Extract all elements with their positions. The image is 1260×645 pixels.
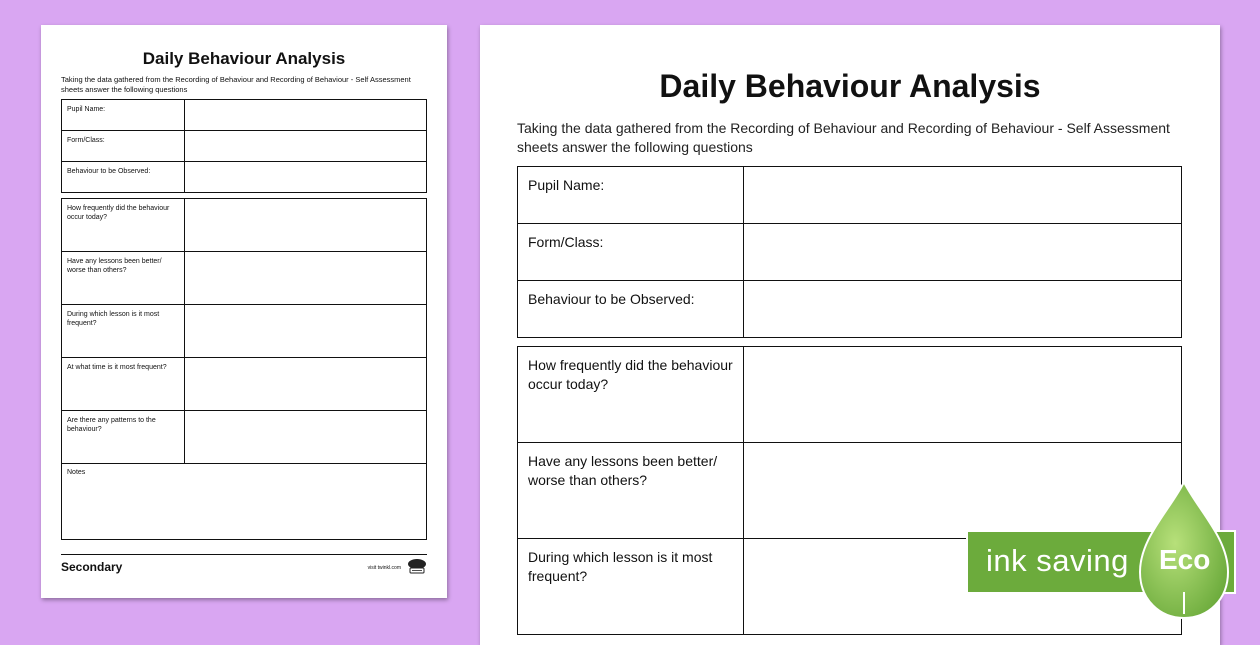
details-table xyxy=(517,166,1182,338)
preview-sheet-small xyxy=(41,25,447,598)
page-footer xyxy=(61,554,427,579)
row-label: Behaviour to be Observed: xyxy=(518,281,744,338)
row-label: Form/Class: xyxy=(62,131,185,162)
answer-cell xyxy=(185,305,427,358)
table-row xyxy=(62,199,427,252)
footer-url: visit twinkl.com xyxy=(367,565,401,571)
question-label: During which lesson is it most frequent? xyxy=(62,305,185,358)
answer-cell xyxy=(185,100,427,131)
intro-text: Taking the data gathered from the Recording of Behaviour and Recording of Behaviour - Self Assessment sheets answer the following questions xyxy=(61,75,411,94)
table-row xyxy=(62,252,427,305)
ink-saving-label: ink saving xyxy=(986,543,1129,578)
table-row xyxy=(518,347,1182,443)
answer-cell xyxy=(185,199,427,252)
ink-saving-badge xyxy=(966,480,1260,630)
answer-cell xyxy=(185,131,427,162)
question-label: How frequently did the behaviour occur today? xyxy=(62,199,185,252)
question-label: At what time is it most frequent? xyxy=(62,358,185,411)
answer-cell xyxy=(744,347,1182,443)
answer-cell xyxy=(185,358,427,411)
table-row xyxy=(518,224,1182,281)
page-title: Daily Behaviour Analysis xyxy=(659,68,1041,104)
table-row xyxy=(62,411,427,464)
question-label: Are there any patterns to the behaviour? xyxy=(62,411,185,464)
table-row xyxy=(518,281,1182,338)
questions-table xyxy=(61,198,427,464)
answer-cell xyxy=(185,162,427,193)
table-row xyxy=(62,162,427,193)
question-label: During which lesson is it most frequent? xyxy=(518,539,744,635)
table-row xyxy=(62,305,427,358)
notes-box: Notes xyxy=(61,464,427,540)
question-label: Have any lessons been better/ worse than others? xyxy=(518,443,744,539)
details-table xyxy=(61,99,427,193)
table-row xyxy=(62,100,427,131)
answer-cell xyxy=(185,411,427,464)
footer-level: Secondary xyxy=(61,560,123,574)
row-label: Behaviour to be Observed: xyxy=(62,162,185,193)
table-row xyxy=(518,167,1182,224)
eco-label: Eco xyxy=(1159,544,1211,575)
table-row xyxy=(62,358,427,411)
question-label: How frequently did the behaviour occur today? xyxy=(518,347,744,443)
question-label: Have any lessons been better/ worse than others? xyxy=(62,252,185,305)
answer-cell xyxy=(744,224,1182,281)
answer-cell xyxy=(744,167,1182,224)
row-label: Pupil Name: xyxy=(518,167,744,224)
answer-cell xyxy=(185,252,427,305)
row-label: Form/Class: xyxy=(518,224,744,281)
intro-text: Taking the data gathered from the Recording of Behaviour and Recording of Behaviour - Self Assessment sheets answer the following questions xyxy=(517,120,1170,155)
page-title: Daily Behaviour Analysis xyxy=(142,49,346,68)
twinkl-logo-icon xyxy=(407,558,427,575)
table-row xyxy=(62,131,427,162)
row-label: Pupil Name: xyxy=(62,100,185,131)
answer-cell xyxy=(744,281,1182,338)
leaf-drop-icon xyxy=(966,480,1260,630)
